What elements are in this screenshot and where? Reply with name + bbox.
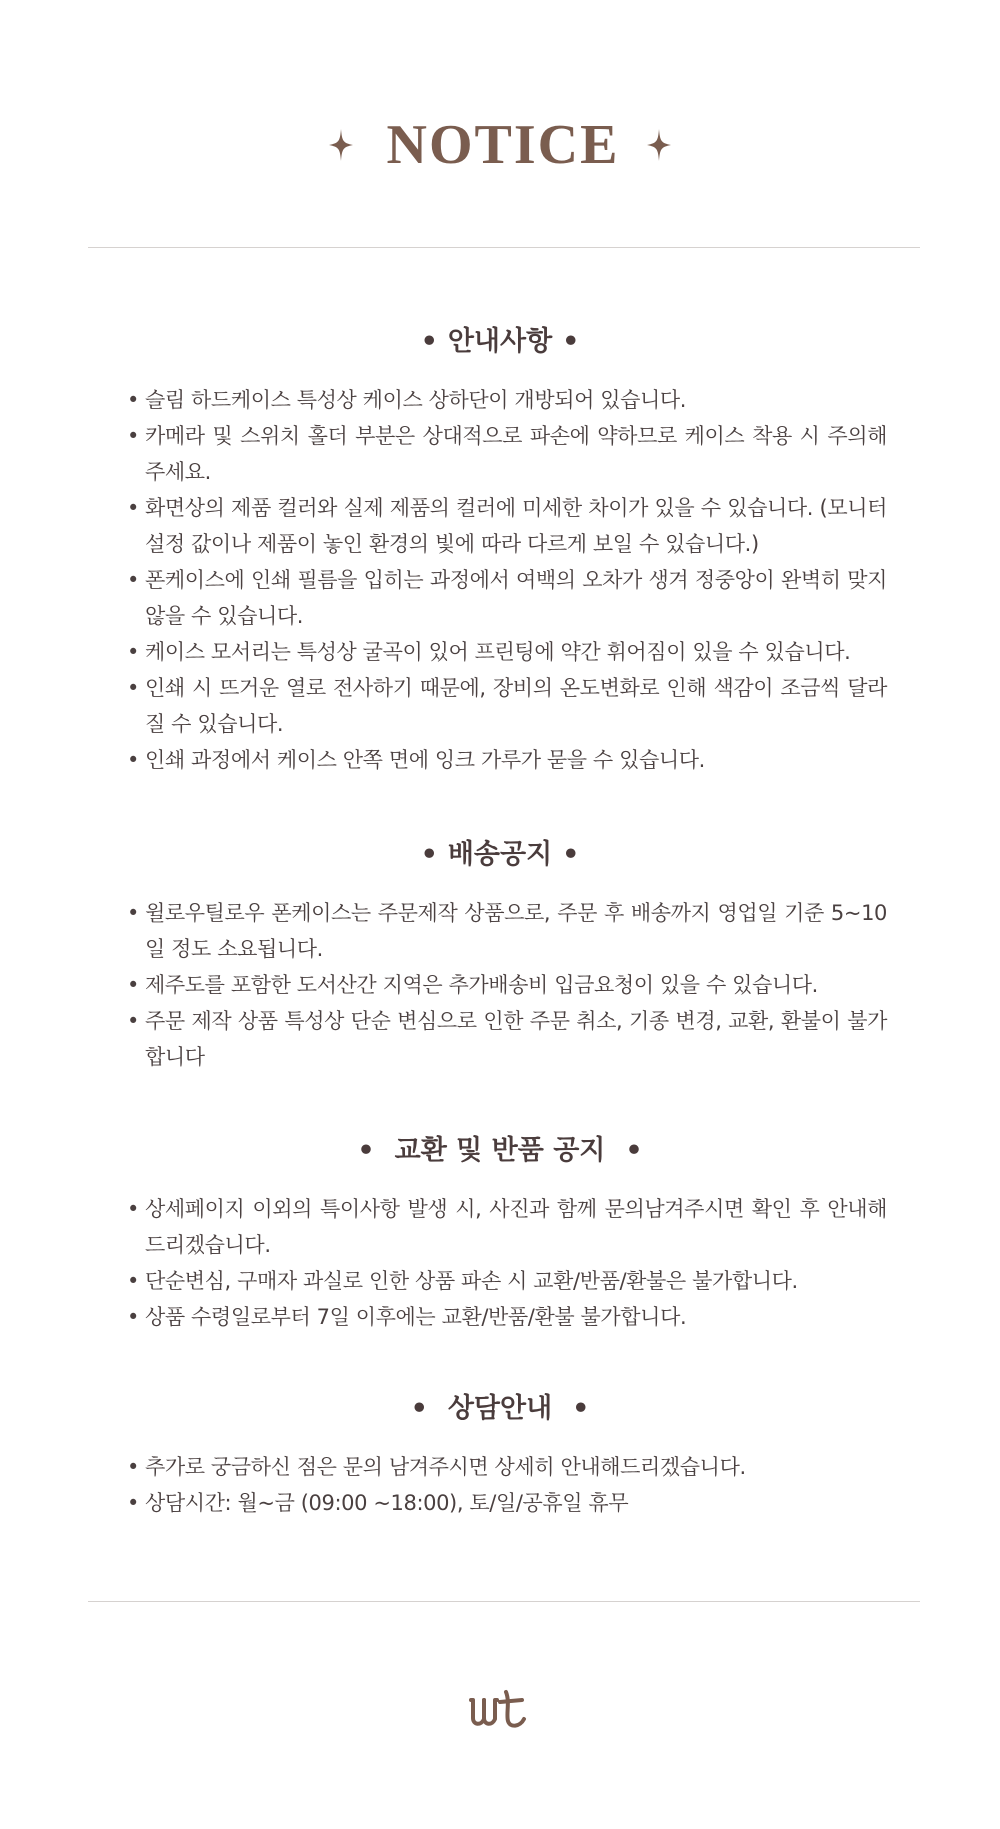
page-title: NOTICE [386,114,620,176]
guide-list [127,382,887,778]
section-title: • 교환 및 반품 공지 • [0,1131,1000,1171]
list-item: • 윌로우틸로우 폰케이스는 주문제작 상품으로, 주문 후 배송까지 영업일 기준 5~10일 정도 소요됩니다. [127,895,887,967]
bullet-dot: • [420,839,438,870]
bullet-dot: • [562,326,580,357]
sparkle-icon [329,129,353,161]
bullet-dot: • [357,1135,375,1166]
list-item: • 폰케이스에 인쇄 필름을 입히는 과정에서 여백의 오차가 생겨 정중앙이 완벽히 맞지 않을 수 있습니다. [127,562,887,634]
bullet-dot: • [625,1135,643,1166]
list-item: • 케이스 모서리는 특성상 굴곡이 있어 프린팅에 약간 휘어짐이 있을 수 있습니다. [127,634,887,670]
section-returns [0,1131,1000,1329]
section-guide [0,322,1000,772]
list-item: • 카메라 및 스위치 홀더 부분은 상대적으로 파손에 약하므로 케이스 착용 시 주의해주세요. [127,418,887,490]
section-consultation [0,1389,1000,1515]
notice-header [0,105,1000,185]
bottom-divider [88,1601,920,1602]
list-item: • 단순변심, 구매자 과실로 인한 상품 파손 시 교환/반품/환불은 불가합니다. [127,1263,887,1299]
returns-list [127,1191,887,1335]
brand-logo [0,1688,1000,1732]
top-divider [88,247,920,248]
list-item: • 상담시간: 월~금 (09:00 ~18:00), 토/일/공휴일 휴무 [127,1485,887,1521]
list-item: • 주문 제작 상품 특성상 단순 변심으로 인한 주문 취소, 기종 변경, 교환, 환불이 불가합니다 [127,1003,887,1075]
section-shipping [0,835,1000,1069]
shipping-list [127,895,887,1075]
list-item: • 화면상의 제품 컬러와 실제 제품의 컬러에 미세한 차이가 있을 수 있습니다. (모니터 설정 값이나 제품이 놓인 환경의 빛에 따라 다르게 보일 수 있습니다.) [127,490,887,562]
list-item: • 슬림 하드케이스 특성상 케이스 상하단이 개방되어 있습니다. [127,382,887,418]
section-title: • 안내사항 • [0,322,1000,362]
list-item: • 제주도를 포함한 도서산간 지역은 추가배송비 입금요청이 있을 수 있습니다. [127,967,887,1003]
list-item: • 인쇄 과정에서 케이스 안쪽 면에 잉크 가루가 묻을 수 있습니다. [127,742,887,778]
consultation-list [127,1449,887,1521]
list-item: • 추가로 궁금하신 점은 문의 남겨주시면 상세히 안내해드리겠습니다. [127,1449,887,1485]
list-item: • 상품 수령일로부터 7일 이후에는 교환/반품/환불 불가합니다. [127,1299,887,1335]
bullet-dot: • [410,1393,428,1424]
section-title: • 상담안내 • [0,1389,1000,1429]
list-item: • 상세페이지 이외의 특이사항 발생 시, 사진과 함께 문의남겨주시면 확인 후 안내해드리겠습니다. [127,1191,887,1263]
bullet-dot: • [420,326,438,357]
sparkle-icon [647,129,671,161]
bullet-dot: • [562,839,580,870]
list-item: • 인쇄 시 뜨거운 열로 전사하기 때문에, 장비의 온도변화로 인해 색감이 조금씩 달라질 수 있습니다. [127,670,887,742]
section-title: • 배송공지 • [0,835,1000,875]
bullet-dot: • [572,1393,590,1424]
